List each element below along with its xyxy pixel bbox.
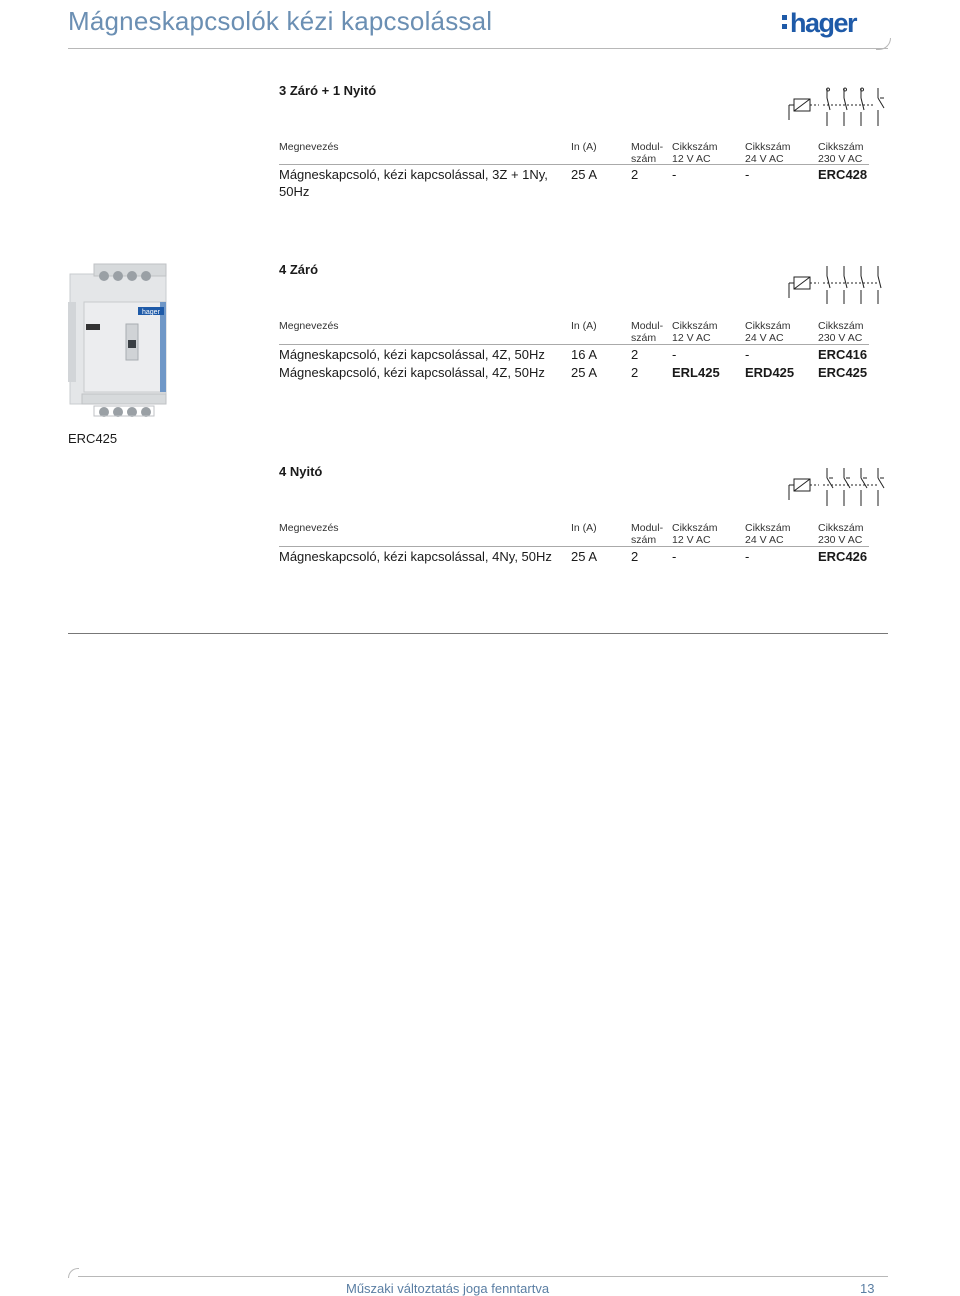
col-header-12v: Cikkszám 12 V AC (672, 320, 718, 344)
hager-logo (780, 6, 876, 40)
footer-note: Műszaki változtatás joga fenntartva (346, 1281, 550, 1296)
wiring-symbol-4ny (785, 464, 891, 510)
col-header-in: In (A) (571, 141, 597, 153)
table-cell-230v: ERC425 (818, 365, 868, 380)
wiring-symbol-3z1ny (785, 84, 891, 130)
table-cell-12v: - (672, 167, 677, 182)
svg-text:hager: hager (142, 309, 160, 316)
section-title-4ny: 4 Nyitó (279, 464, 323, 479)
product-image-erc425 (68, 262, 168, 424)
col-header-230v: Cikkszám 230 V AC (818, 141, 864, 165)
col-header-230v: Cikkszám 230 V AC (818, 522, 864, 546)
col-header-12v: Cikkszám 12 V AC (672, 522, 718, 546)
col-header-in: In (A) (571, 522, 597, 534)
footer-divider (78, 1276, 888, 1277)
table-row-name: Mágneskapcsoló, kézi kapcsolással, 4Z, 50Hz (279, 365, 545, 380)
table-cell-230v: ERC426 (818, 549, 868, 564)
table-cell-24v: - (745, 347, 750, 362)
table-cell-modul: 2 (631, 549, 639, 564)
col-header-name: Megnevezés (279, 141, 339, 153)
table-cell-in: 25 A (571, 167, 598, 182)
table-cell-24v: ERD425 (745, 365, 795, 380)
section-title-3z1ny: 3 Záró + 1 Nyitó (279, 83, 377, 98)
col-header-modul: Modul- szám (631, 141, 664, 165)
product-caption: ERC425 (68, 431, 118, 446)
section-title-4z: 4 Záró (279, 262, 319, 277)
table-cell-12v: - (672, 549, 677, 564)
col-header-modul: Modul- szám (631, 522, 664, 546)
table-cell-12v: - (672, 347, 677, 362)
col-header-in: In (A) (571, 320, 597, 332)
table-cell-modul: 2 (631, 167, 639, 182)
col-header-12v: Cikkszám 12 V AC (672, 141, 718, 165)
table-cell-in: 16 A (571, 347, 598, 362)
table-cell-in: 25 A (571, 549, 598, 564)
content-bottom-divider (68, 633, 888, 634)
table-cell-24v: - (745, 549, 750, 564)
page-title: Mágneskapcsolók kézi kapcsolással (68, 6, 493, 36)
col-header-24v: Cikkszám 24 V AC (745, 141, 791, 165)
table-rule (279, 164, 869, 165)
col-header-230v: Cikkszám 230 V AC (818, 320, 864, 344)
table-cell-230v: ERC416 (818, 347, 868, 362)
wiring-symbol-4z (785, 262, 891, 308)
table-cell-230v: ERC428 (818, 167, 868, 182)
table-cell-modul: 2 (631, 365, 639, 380)
col-header-24v: Cikkszám 24 V AC (745, 522, 791, 546)
col-header-24v: Cikkszám 24 V AC (745, 320, 791, 344)
table-row-name: Mágneskapcsoló, kézi kapcsolással, 3Z + 1Ny, 50Hz (279, 167, 548, 199)
table-row-name: Mágneskapcsoló, kézi kapcsolással, 4Ny, 50Hz (279, 549, 552, 564)
col-header-name: Megnevezés (279, 320, 339, 332)
col-header-name: Megnevezés (279, 522, 339, 534)
table-cell-in: 25 A (571, 365, 598, 380)
logo-text: hager (790, 8, 857, 38)
header-divider-curve (876, 38, 891, 50)
col-header-modul: Modul- szám (631, 320, 664, 344)
header-divider (68, 48, 888, 49)
table-rule (279, 344, 869, 345)
table-row-name: Mágneskapcsoló, kézi kapcsolással, 4Z, 50Hz (279, 347, 545, 362)
table-cell-24v: - (745, 167, 750, 182)
table-cell-modul: 2 (631, 347, 639, 362)
table-cell-12v: ERL425 (672, 365, 720, 380)
page-number: 13 (860, 1281, 875, 1296)
table-rule (279, 546, 869, 547)
